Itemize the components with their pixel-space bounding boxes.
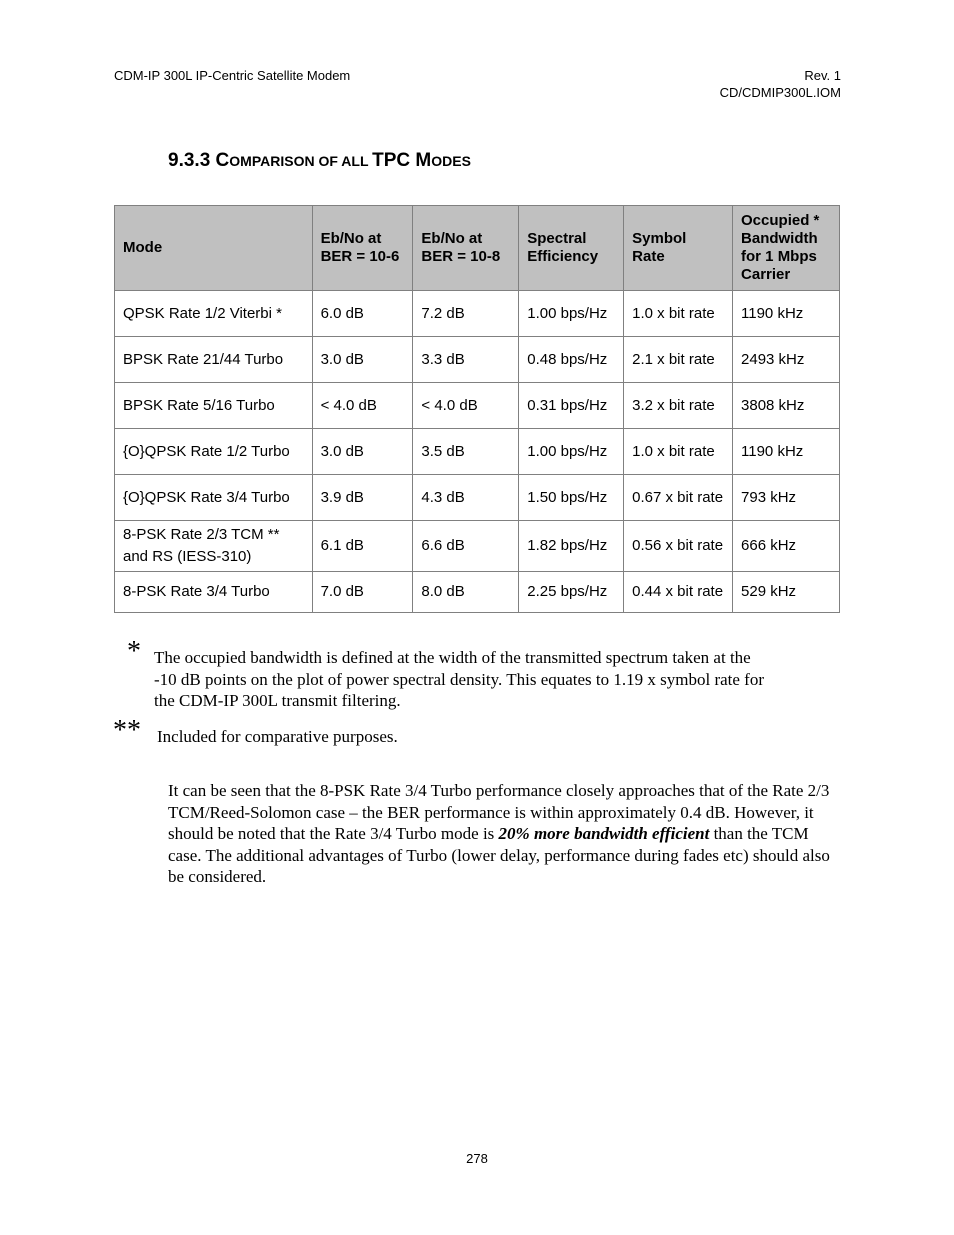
tpc-comparison-table xyxy=(114,205,840,613)
header-occupied-bandwidth: Occupied * Bandwidth for 1 Mbps Carrier xyxy=(733,206,840,291)
emphasis-text: 20% more bandwidth efficient xyxy=(498,824,710,843)
cell-symbol: 3.2 x bit rate xyxy=(624,383,733,429)
cell-ebno8: 3.3 dB xyxy=(413,337,519,383)
table-row xyxy=(115,429,840,475)
cell-spectral: 1.00 bps/Hz xyxy=(519,429,624,475)
table-row xyxy=(115,475,840,521)
cell-occupied: 3808 kHz xyxy=(733,383,840,429)
cell-spectral: 1.82 bps/Hz xyxy=(519,521,624,572)
cell-symbol: 2.1 x bit rate xyxy=(624,337,733,383)
cell-occupied: 529 kHz xyxy=(733,572,840,613)
footnote-2: Included for comparative purposes. xyxy=(157,727,398,746)
table-row xyxy=(115,572,840,613)
cell-symbol: 1.0 x bit rate xyxy=(624,429,733,475)
cell-ebno8: < 4.0 dB xyxy=(413,383,519,429)
cell-ebno8: 4.3 dB xyxy=(413,475,519,521)
page-number: 278 xyxy=(466,1151,488,1166)
table-row xyxy=(115,383,840,429)
cell-mode: 8-PSK Rate 3/4 Turbo xyxy=(115,572,313,613)
table-row xyxy=(115,521,840,572)
header-spectral-efficiency: Spectral Efficiency xyxy=(519,206,624,291)
cell-spectral: 1.00 bps/Hz xyxy=(519,291,624,337)
cell-spectral: 0.31 bps/Hz xyxy=(519,383,624,429)
footnote-marker-1: * xyxy=(127,636,141,667)
cell-occupied: 2493 kHz xyxy=(733,337,840,383)
footnote-1: The occupied bandwidth is defined at the width of the transmitted spectrum taken at the -10 dB points on the plot of power spectral density. This equates to 1.19 x symbol rate for the CDM-IP 300L transmit filtering. xyxy=(154,648,765,710)
cell-ebno8: 3.5 dB xyxy=(413,429,519,475)
section-heading xyxy=(168,150,471,172)
cell-mode: {O}QPSK Rate 1/2 Turbo xyxy=(115,429,313,475)
header-symbol-rate: Symbol Rate xyxy=(624,206,733,291)
cell-occupied: 1190 kHz xyxy=(733,291,840,337)
cell-occupied: 1190 kHz xyxy=(733,429,840,475)
cell-symbol: 0.67 x bit rate xyxy=(624,475,733,521)
header-mode: Mode xyxy=(115,206,313,291)
cell-occupied: 666 kHz xyxy=(733,521,840,572)
cell-ebno8: 6.6 dB xyxy=(413,521,519,572)
header-revision xyxy=(720,67,841,101)
body-paragraph: It can be seen that the 8-PSK Rate 3/4 Turbo performance closely approaches that of the Rate 2/3 TCM/Reed-Solomon case – the BER performance is within approximately 0.4 dB. However, it should be noted that the Rate 3/4 Turbo mode is 20% more bandwidth efficient than the TCM case. The additional advantages of Turbo (lower delay, performance during fades etc) should also be considered. xyxy=(168,781,830,886)
cell-mode: {O}QPSK Rate 3/4 Turbo xyxy=(115,475,313,521)
cell-mode: 8-PSK Rate 2/3 TCM ** and RS (IESS-310) xyxy=(115,521,313,572)
header-doc-id: CD/CDMIP300L.IOM xyxy=(719,85,841,100)
cell-ebno6: 6.1 dB xyxy=(312,521,413,572)
table-header-row xyxy=(115,206,840,291)
cell-symbol: 1.0 x bit rate xyxy=(624,291,733,337)
cell-mode: BPSK Rate 5/16 Turbo xyxy=(115,383,313,429)
cell-spectral: 1.50 bps/Hz xyxy=(519,475,624,521)
table-row xyxy=(115,337,840,383)
cell-ebno8: 7.2 dB xyxy=(413,291,519,337)
cell-ebno6: 7.0 dB xyxy=(312,572,413,613)
cell-symbol: 0.44 x bit rate xyxy=(624,572,733,613)
cell-ebno8: 8.0 dB xyxy=(413,572,519,613)
header-doc-title: CDM-IP 300L IP-Centric Satellite Modem xyxy=(114,68,351,83)
cell-ebno6: < 4.0 dB xyxy=(312,383,413,429)
cell-ebno6: 6.0 dB xyxy=(312,291,413,337)
cell-ebno6: 3.9 dB xyxy=(312,475,413,521)
header-ebno-10-6: Eb/No at BER = 10-6 xyxy=(312,206,413,291)
footnote-marker-2: ** xyxy=(113,715,141,746)
cell-occupied: 793 kHz xyxy=(733,475,840,521)
cell-mode: QPSK Rate 1/2 Viterbi * xyxy=(115,291,313,337)
cell-ebno6: 3.0 dB xyxy=(312,337,413,383)
cell-mode: BPSK Rate 21/44 Turbo xyxy=(115,337,313,383)
cell-spectral: 2.25 bps/Hz xyxy=(519,572,624,613)
cell-spectral: 0.48 bps/Hz xyxy=(519,337,624,383)
table-row xyxy=(115,291,840,337)
section-number: 9.3.3 xyxy=(168,150,211,171)
section-title: COMPARISON OF ALL TPC MODES xyxy=(215,150,471,171)
cell-ebno6: 3.0 dB xyxy=(312,429,413,475)
cell-symbol: 0.56 x bit rate xyxy=(624,521,733,572)
header-rev: Rev. 1 xyxy=(804,68,841,83)
header-ebno-10-8: Eb/No at BER = 10-8 xyxy=(413,206,519,291)
